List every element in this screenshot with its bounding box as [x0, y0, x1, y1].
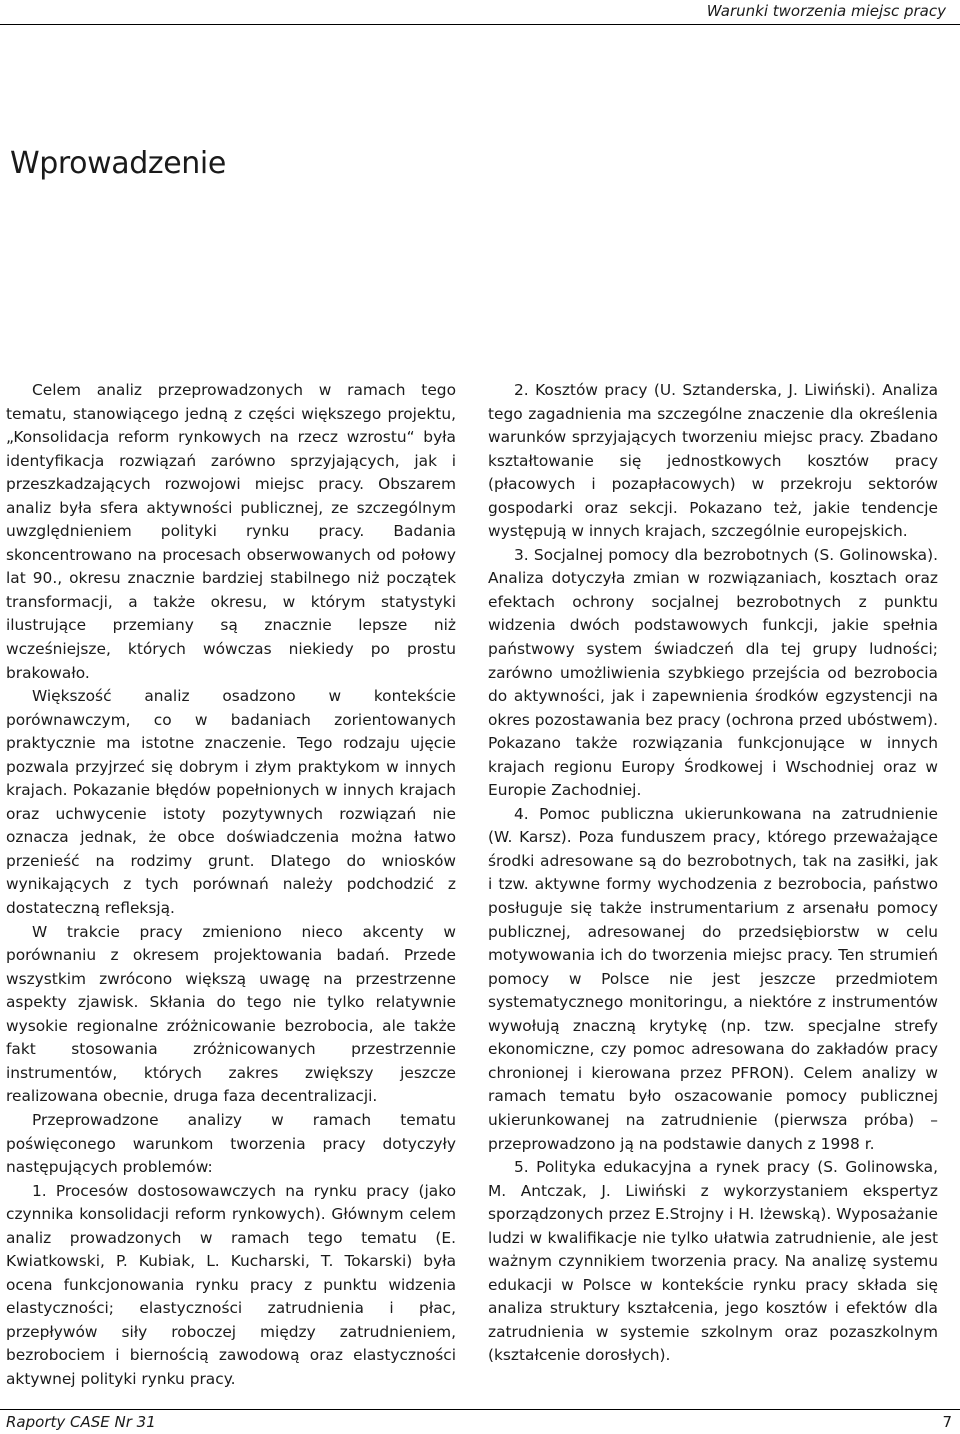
paragraph: 1. Procesów dostosowawczych na rynku pracy (jako czynnika konsolidacji reform rynkowych). Głównym celem analiz prowadzonych w ramach tego tematu (E. Kwiatkowski, P. Kubiak, L. Kucharski, T. Tokarski) była ocena funkcjonowania rynku pracy z punktu widzenia elastyczności; elastyczności zatrudnienia i płac, przepływów siły roboczej między zatrudnieniem, bezrobociem i biernością zawodową oraz elastyczności aktywnej polityki rynku pracy. [6, 1181, 456, 1388]
page-title: Wprowadzenie [10, 146, 226, 181]
paragraph: Większość analiz osadzono w kontekście porównawczym, co w badaniach zorientowanych praktycznie ma istotne znaczenie. Tego rodzaju ujęcie pozwala przyjrzeć się dobrym i złym praktykom w innych krajach. Pokazanie błędów popełnionych w innych krajach oraz uchwycenie istoty pozytywnych rozwiązań nie oznacza jednak, że obce doświadczenia można łatwo przenieść na rodzimy grunt. Dlatego do wniosków wynikających z tych porównań należy podchodzić z dostateczną refleksją. [6, 687, 456, 918]
paragraph: Przeprowadzone analizy w ramach tematu poświęconego warunkom tworzenia pracy dotyczyły następujących problemów: [6, 1110, 456, 1177]
paragraph: 3. Socjalnej pomocy dla bezrobotnych (S. Golinowska). Analiza dotyczyła zmian w rozwiązaniach, kosztach oraz efektach ochrony socjalnej bezrobotnych z punktu widzenia dwóch podstawowych funkcji, jakie spełnia państwowy system świadczeń dla tej grupy ludności; zarówno umożliwienia szybkiego przejścia od bezrobocia do aktywności, jak i zapewnienia środków egzystencji na okres pozostawania bez pracy (ochrona przed ubóstwem). Pokazano także rozwiązania funkcjonujące w innych krajach regionu Europy Środkowej i Wschodniej oraz w Europie Zachodniej. [488, 545, 938, 800]
paragraph: 5. Polityka edukacyjna a rynek pracy (S. Golinowska, M. Antczak, J. Liwiński z wykorzystaniem ekspertyz sporządzonych przez E.Strojny i H. Iżewską). Wyposażanie ludzi w kwalifikacje nie tylko ułatwia zatrudnienie, ale jest ważnym czynnikiem tworzenia pracy. Na analizę systemu edukacji w Polsce w kontekście rynku pracy składa się analiza struktury kształcenia, jego kosztów i efektów dla zatrudnienia w systemie szkolnym oraz pozaszkolnym (kształcenie dorosłych). [488, 1158, 938, 1365]
left-column [6, 379, 456, 1392]
page-number: 7 [942, 1413, 952, 1431]
header-rule [0, 24, 960, 25]
paragraph: W trakcie pracy zmieniono nieco akcenty w porównaniu z okresem projektowania badań. Przede wszystkim zwrócono większą uwagę na przestrzenne aspekty zjawisk. Skłania do tego nie tylko relatywnie wysokie regionalne zróżnicowanie bezrobocia, ale także fakt stosowania zróżnicowanych przestrzennie instrumentów, których zakres zwiększy jeszcze realizowana obecnie, druga faza decentralizacji. [6, 922, 456, 1106]
running-header [0, 0, 960, 26]
right-column [488, 379, 938, 1368]
running-title: Warunki tworzenia miejsc pracy [706, 2, 946, 20]
footer-rule [0, 1409, 960, 1410]
footer-publication: Raporty CASE Nr 31 [6, 1413, 156, 1431]
paragraph: 2. Kosztów pracy (U. Sztanderska, J. Liwiński). Analiza tego zagadnienia ma szczególne znaczenie dla określenia warunków sprzyjających tworzeniu miejsc pracy. Zbadano kształtowanie się jednostkowych kosztów pracy (płacowych i pozapłacowych) w przekroju sektorów gospodarki oraz sekcji. Pokazano też, jakie tendencje występują w innych krajach, szczególnie europejskich. [488, 381, 938, 541]
paragraph: Celem analiz przeprowadzonych w ramach tego tematu, stanowiącego jedną z części większego projektu, „Konsolidacja reform rynkowych na rzecz wzrostu“ była identyfikacja rozwiązań zarówno sprzyjających, jak i przeszkadzających rozwojowi miejsc pracy. Obszarem analiz była sfera aktywności publicznej, ze szczególnym uwzględnieniem polityki rynku pracy. Badania skoncentrowano na procesach obserwowanych od połowy lat 90., okresu znacznie bardziej stabilnego niż początek transformacji, a także okresu, w którym statystyki ilustrujące przemiany są znacznie lepsze niż wcześniejsze, których wówczas niekiedy po prostu brakowało. [6, 381, 456, 682]
paragraph: 4. Pomoc publiczna ukierunkowana na zatrudnienie (W. Karsz). Poza funduszem pracy, którego przeważające środki adresowane są do bezrobotnych, tak na zasiłki, jak i tzw. aktywne formy wychodzenia z bezrobocia, państwo posługuje się także instrumentarium z arsenału pomocy publicznej, adresowanej do przedsiębiorstw w celu motywowania ich do tworzenia miejsc pracy. Ten strumień pomocy w Polsce nie jest jeszcze przedmiotem systematycznego monitoringu, a niektóre z instrumentów wywołują znaczną krytykę (np. tzw. specjalne strefy ekonomiczne, czy pomoc adresowana do zakładów pracy chronionej i kierowana przez PFRON). Celem analizy w ramach tematu było oszacowanie pomocy publicznej ukierunkowanej na zatrudnienie (pierwsza próba) – przeprowadzono ją na podstawie danych z 1998 r. [488, 804, 938, 1153]
